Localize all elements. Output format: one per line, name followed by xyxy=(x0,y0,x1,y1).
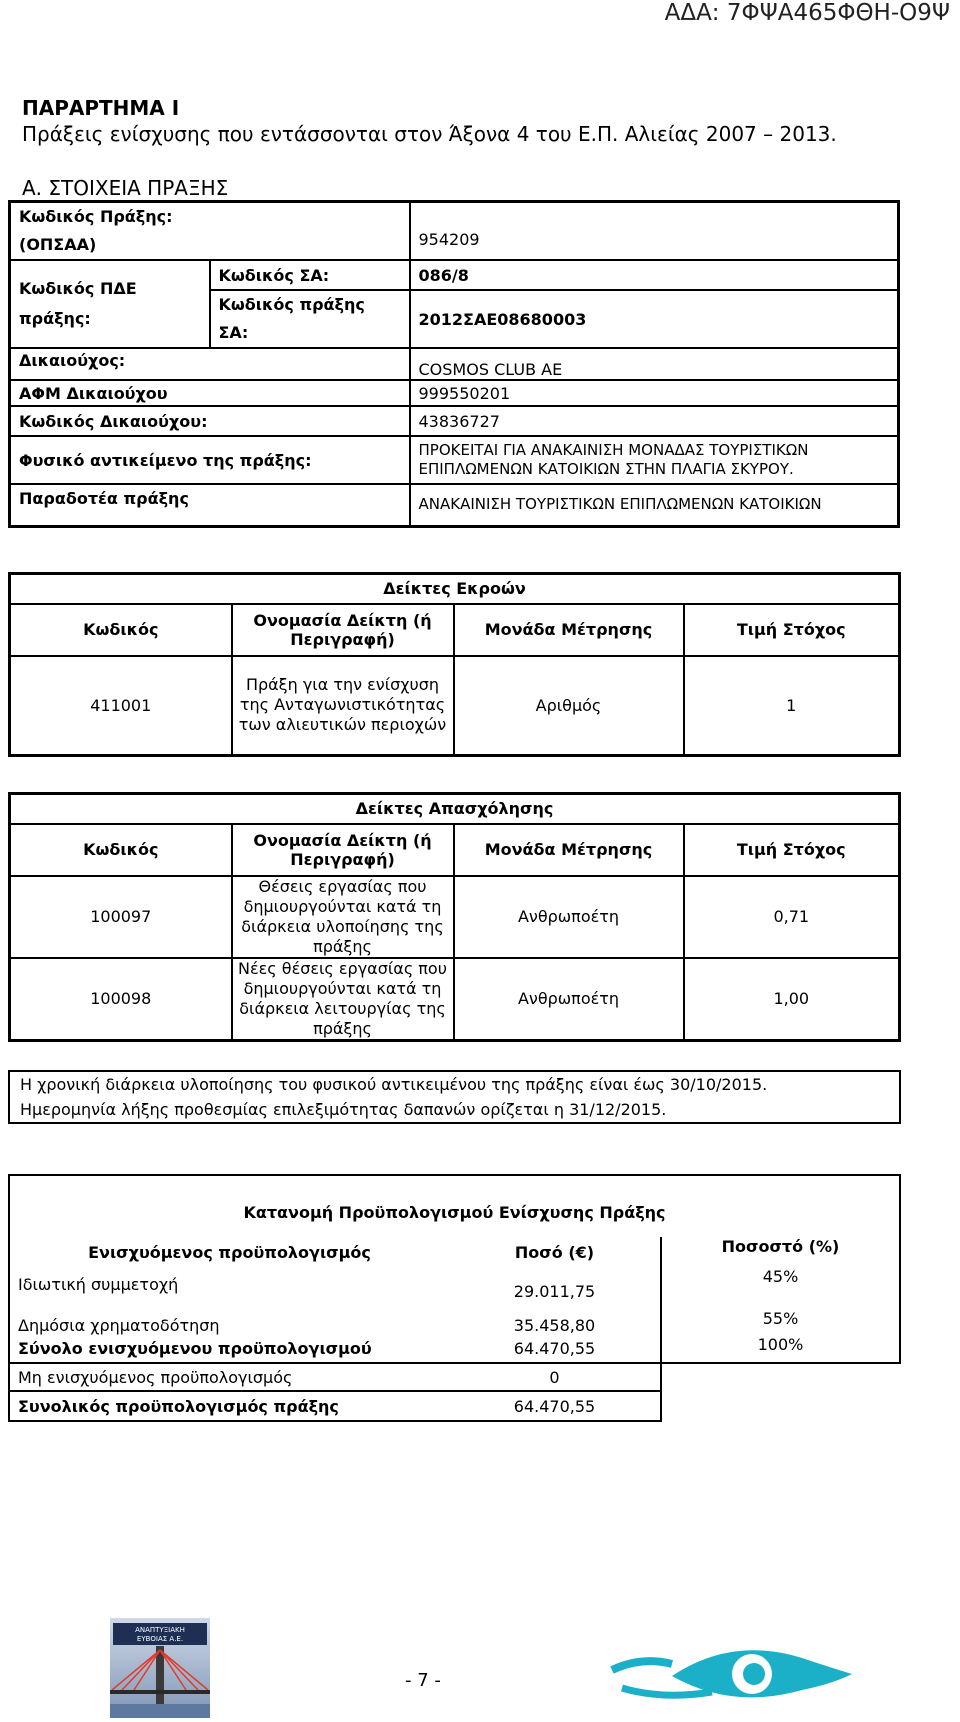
ada-code: ΑΔΑ: 7ΦΨΑ465ΦΘΗ-Ο9Ψ xyxy=(664,0,950,26)
indicator-target: 0,71 xyxy=(684,876,900,958)
col-name-header: Ονομασία Δείκτη (ή Περιγραφή) xyxy=(232,604,454,656)
afm-label: ΑΦΜ Δικαιούχου xyxy=(10,380,410,406)
budget-col-label-header: Ενισχυόμενος προϋπολογισμός xyxy=(9,1237,449,1267)
pde-label: Κωδικός ΠΔΕ xyxy=(19,279,137,298)
indicator-code: 100097 xyxy=(10,876,232,958)
budget-col-amount-header: Ποσό (€) xyxy=(514,1242,595,1262)
budget-row-label: Σύνολο ενισχυόμενου προϋπολογισμού xyxy=(9,1335,449,1363)
deliverables-label: Παραδοτέα πράξης xyxy=(10,484,410,526)
col-name-header: Ονομασία Δείκτη (ή Περιγραφή) xyxy=(232,824,454,876)
table-row xyxy=(9,1363,900,1391)
table-row xyxy=(9,1335,900,1363)
annex-subtitle: Πράξεις ενίσχυσης που εντάσσονται στον Άξονα 4 του Ε.Π. Αλιείας 2007 – 2013. xyxy=(22,122,837,146)
output-indicators-title: Δείκτες Εκροών xyxy=(10,574,900,604)
indicator-name: Νέες θέσεις εργασίας που δημιουργούνται κατά τη διάρκεια λειτουργίας της πράξης xyxy=(232,958,454,1041)
sa-code-value: 086/8 xyxy=(410,260,899,290)
note-deadline: Ημερομηνία λήξης προθεσμίας επιλεξιμότητας δαπανών ορίζεται η 31/12/2015. xyxy=(20,1100,667,1119)
budget-row-amount: 64.470,55 xyxy=(449,1335,661,1363)
sa-project-label-2: ΣΑ: xyxy=(218,323,249,342)
budget-row-pct: 55% xyxy=(661,1301,900,1335)
employment-indicators-title: Δείκτες Απασχόλησης xyxy=(10,794,900,824)
budget-row-amount: 35.458,80 xyxy=(513,1316,596,1335)
budget-row-amount: 29.011,75 xyxy=(513,1282,596,1301)
budget-table xyxy=(8,1174,901,1422)
beneficiary-code-value: 43836727 xyxy=(410,406,899,436)
development-company-logo xyxy=(110,1618,210,1718)
budget-title: Κατανομή Προϋπολογισμού Ενίσχυσης Πράξης xyxy=(9,1175,900,1237)
beneficiary-label: Δικαιούχος: xyxy=(10,348,410,380)
fisheries-program-logo xyxy=(602,1628,870,1708)
col-target-header: Τιμή Στόχος xyxy=(684,824,900,876)
output-indicators-table xyxy=(8,572,901,757)
indicator-target: 1 xyxy=(684,656,900,756)
budget-row-label: Μη ενισχυόμενος προϋπολογισμός xyxy=(9,1363,449,1391)
sa-project-label: Κωδικός πράξης xyxy=(218,295,365,314)
budget-row-amount: 0 xyxy=(449,1363,661,1391)
col-target-header: Τιμή Στόχος xyxy=(684,604,900,656)
section-title: Α. ΣΤΟΙΧΕΙΑ ΠΡΑΞΗΣ xyxy=(22,176,229,200)
table-row xyxy=(10,656,900,756)
sa-code-label: Κωδικός ΣΑ: xyxy=(210,260,410,290)
indicator-unit: Αριθμός xyxy=(454,656,684,756)
deliverables-value: ΑΝΑΚΑΙΝΙΣΗ ΤΟΥΡΙΣΤΙΚΩΝ ΕΠΙΠΛΩΜΕΝΩΝ ΚΑΤΟΙΚΙΩΝ xyxy=(418,495,822,514)
budget-row-label: Δημόσια χρηματοδότηση xyxy=(9,1301,449,1335)
indicator-unit: Ανθρωποέτη xyxy=(454,876,684,958)
table-row xyxy=(9,1391,900,1421)
col-unit-header: Μονάδα Μέτρησης xyxy=(454,604,684,656)
indicator-name: Πράξη για την ενίσχυση της Ανταγωνιστικότητας των αλιευτικών περιοχών xyxy=(232,656,454,756)
project-info-table xyxy=(8,200,900,528)
indicator-code: 411001 xyxy=(10,656,232,756)
budget-row-pct: 45% xyxy=(661,1267,900,1301)
svg-text:ΕΥΒΟΙΑΣ Α.Ε.: ΕΥΒΟΙΑΣ Α.Ε. xyxy=(136,1635,184,1643)
col-code-header: Κωδικός xyxy=(10,824,232,876)
budget-row-amount: 64.470,55 xyxy=(449,1391,661,1421)
pde-label-2: πράξης: xyxy=(19,309,91,328)
table-row xyxy=(9,1301,900,1335)
table-row xyxy=(10,958,900,1041)
notes-box xyxy=(8,1070,901,1124)
col-unit-header: Μονάδα Μέτρησης xyxy=(454,824,684,876)
svg-text:ΑΝΑΠΤΥΞΙΑΚΗ: ΑΝΑΠΤΥΞΙΑΚΗ xyxy=(135,1626,185,1634)
object-value: ΠΡΟΚΕΙΤΑΙ ΓΙΑ ΑΝΑΚΑΙΝΙΣΗ ΜΟΝΑΔΑΣ ΤΟΥΡΙΣΤΙΚΩΝ ΕΠΙΠΛΩΜΕΝΩΝ ΚΑΤΟΙΚΙΩΝ ΣΤΗΝ ΠΛΑΓΙΑ ΣΚΥΡΟΥ. xyxy=(410,436,899,484)
indicator-target: 1,00 xyxy=(684,958,900,1041)
project-code-label-ops: (ΟΠΣΑΑ) xyxy=(19,235,97,254)
indicator-name: Θέσεις εργασίας που δημιουργούνται κατά τη διάρκεια υλοποίησης της πράξης xyxy=(232,876,454,958)
project-code-label: Κωδικός Πράξης: xyxy=(19,207,173,226)
budget-row-pct: 100% xyxy=(661,1335,900,1363)
table-row xyxy=(10,876,900,958)
indicator-code: 100098 xyxy=(10,958,232,1041)
budget-row-label: Συνολικός προϋπολογισμός πράξης xyxy=(9,1391,449,1421)
budget-row-label: Ιδιωτική συμμετοχή xyxy=(9,1267,449,1301)
table-row xyxy=(9,1267,900,1301)
col-code-header: Κωδικός xyxy=(10,604,232,656)
budget-col-pct-header: Ποσοστό (%) xyxy=(661,1237,900,1267)
indicator-unit: Ανθρωποέτη xyxy=(454,958,684,1041)
employment-indicators-table xyxy=(8,792,901,1042)
beneficiary-value: COSMOS CLUB AE xyxy=(418,360,563,379)
note-duration: Η χρονική διάρκεια υλοποίησης του φυσικού αντικειμένου της πράξης είναι έως 30/10/2015. xyxy=(20,1075,768,1094)
annex-title: ΠΑΡΑΡΤΗΜΑ Ι xyxy=(22,96,180,120)
page-number: - 7 - xyxy=(405,1670,441,1691)
beneficiary-code-label: Κωδικός Δικαιούχου: xyxy=(10,406,410,436)
project-code-value: 954209 xyxy=(410,202,899,261)
sa-project-value: 2012ΣΑΕ08680003 xyxy=(410,290,899,348)
afm-value: 999550201 xyxy=(410,380,899,406)
object-label: Φυσικό αντικείμενο της πράξης: xyxy=(10,436,410,484)
